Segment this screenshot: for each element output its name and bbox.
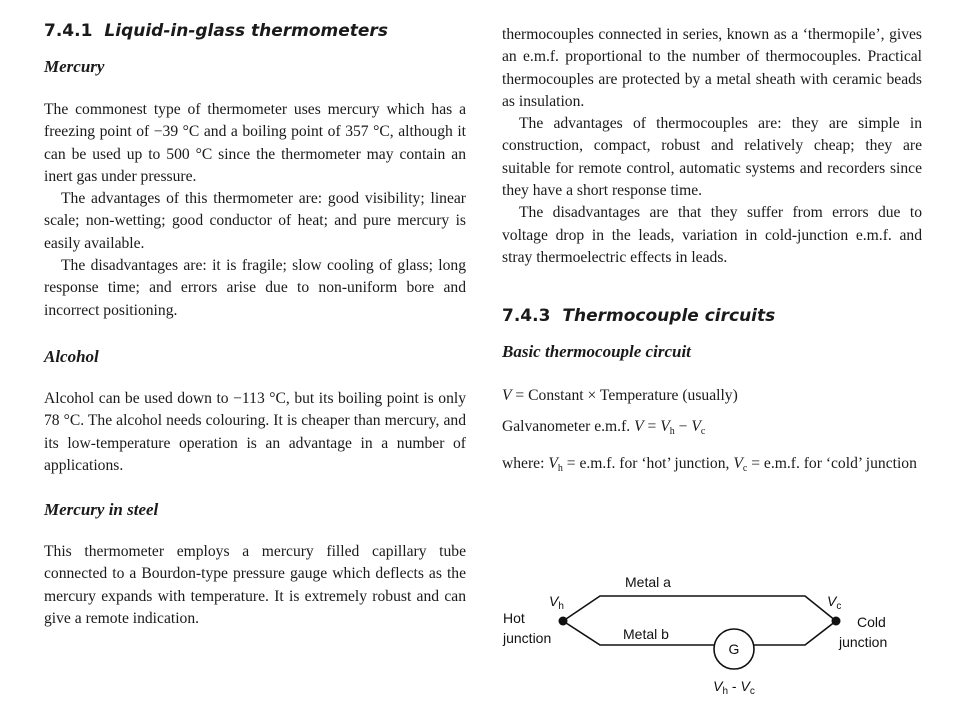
thermopile-paragraph: thermocouples connected in series, known as a ‘thermopile’, gives an e.m.f. proportional to the number of thermocouples. Practical thermocouples are protected by a metal sheath with ceramic beads as insulation. bbox=[502, 26, 922, 110]
equation-where bbox=[502, 453, 922, 480]
eq3-tail: = e.m.f. for ‘cold’ junction bbox=[747, 454, 917, 472]
mercury-heading: Mercury bbox=[44, 57, 105, 76]
metal-a-wire bbox=[563, 596, 836, 621]
eq3-lead: where: bbox=[502, 454, 549, 472]
cold-junction-dot bbox=[832, 617, 841, 626]
mercury-steel-paragraph: This thermometer employs a mercury filled capillary tube connected to a Bourdon-type pressure gauge which deflects as the mercury expands with temperature. It is extremely robust and can give a remote indication. bbox=[44, 543, 466, 628]
eq2-minus: − bbox=[674, 417, 692, 435]
metal-b-wire-right bbox=[754, 621, 836, 645]
var-v: V bbox=[634, 417, 644, 435]
section-title: Thermocouple circuits bbox=[562, 306, 776, 327]
vh-label: $V_h$ bbox=[549, 593, 564, 612]
section-heading-7-4-3 bbox=[502, 305, 922, 327]
section-number: 7.4.1 bbox=[44, 21, 93, 41]
alcohol-paragraph: Alcohol can be used down to −113 °C, but its boiling point is only 78 °C. The alcohol needs colouring. It is cheaper than mercury, and its low-temperature operation is an advantage in a number of applications. bbox=[44, 389, 466, 474]
basic-circuit-heading: Basic thermocouple circuit bbox=[502, 342, 691, 362]
vc-label: $V_c$ bbox=[827, 593, 842, 612]
right-column bbox=[502, 24, 922, 480]
hot-label: Hot bbox=[503, 610, 525, 626]
equation-galvanometer bbox=[502, 416, 922, 443]
sub-c: c bbox=[742, 462, 748, 474]
equation-constant bbox=[502, 385, 922, 407]
eq2-lead: Galvanometer e.m.f. bbox=[502, 417, 635, 435]
cold-label: Cold bbox=[857, 614, 886, 630]
eq1-text: = Constant × Temperature (usually) bbox=[511, 387, 738, 405]
var-vh: V bbox=[660, 417, 670, 435]
var-vh: V bbox=[548, 454, 558, 472]
var-vc: V bbox=[691, 417, 701, 435]
section-title: Liquid-in-glass thermometers bbox=[104, 21, 388, 41]
thermocouple-disadvantages: The disadvantages are that they suffer from errors due to voltage drop in the leads, variation in cold-junction e.m.f. and stray thermoelectric effects in leads. bbox=[502, 204, 922, 266]
vh-minus-vc-label: $V_h - V_c$ bbox=[713, 678, 755, 697]
hot-junction-label: junction bbox=[503, 630, 552, 646]
thermocouple-circuit-diagram bbox=[495, 565, 905, 705]
mercury-advantages: The advantages of this thermometer are: good visibility; linear scale; non-wetting; good conductor of heat; and pure mercury is easily available. bbox=[44, 190, 466, 252]
section-heading-7-4-1 bbox=[44, 20, 466, 42]
sub-h: h bbox=[669, 425, 675, 437]
thermocouple-advantages: The advantages of thermocouples are: they are simple in construction, compact, robust and relatively cheap; they are suitable for remote control, automatic systems and recorders since they have a short response time. bbox=[502, 115, 922, 200]
eq2-equals: = bbox=[643, 417, 661, 435]
eq3-mid: = e.m.f. for ‘hot’ junction, bbox=[562, 454, 734, 472]
cold-junction-label: junction bbox=[839, 634, 888, 650]
sub-h: h bbox=[557, 462, 563, 474]
galvanometer-label: G bbox=[728, 641, 740, 657]
mercury-disadvantages: The disadvantages are: it is fragile; slow cooling of glass; long response time; and errors arise due to non-uniform bore and incorrect positioning. bbox=[44, 257, 466, 319]
alcohol-heading: Alcohol bbox=[44, 346, 99, 366]
section-number: 7.4.3 bbox=[502, 306, 551, 327]
metal-a-label: Metal a bbox=[625, 574, 671, 590]
hot-junction-dot bbox=[559, 617, 568, 626]
var-vc: V bbox=[733, 454, 743, 472]
mercury-steel-heading: Mercury in steel bbox=[44, 500, 159, 520]
sub-c: c bbox=[700, 425, 706, 437]
left-column bbox=[44, 20, 466, 630]
var-v: V bbox=[502, 387, 512, 405]
mercury-paragraph-1: The commonest type of thermometer uses mercury which has a freezing point of −39 °C and a boiling point of 357 °C, although it can be used up to 500 °C since the thermometer may contain an inert gas under pressure. bbox=[44, 101, 466, 185]
metal-b-label: Metal b bbox=[623, 626, 669, 642]
